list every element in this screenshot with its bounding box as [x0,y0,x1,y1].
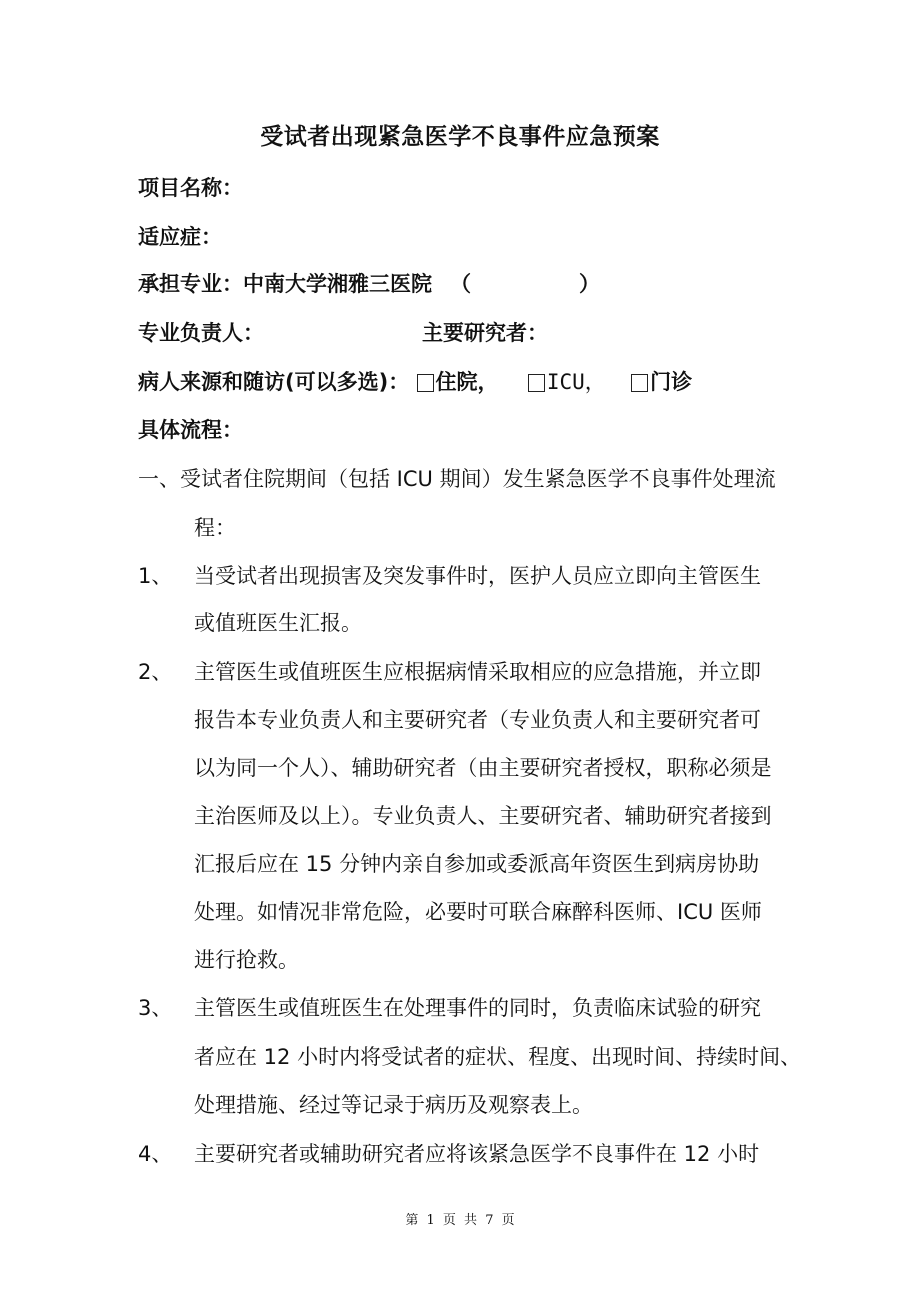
paren-close: ） [579,272,600,296]
specialty-label: 承担专业： [138,272,243,296]
item-3-line: 者应在 12 小时内将受试者的症状、程度、出现时间、持续时间、 [194,1045,802,1069]
indication-field [138,221,222,251]
item-1-number: 1、 [138,564,173,588]
item-2-line: 主管医生或值班医生应根据病情采取相应的应急措施，并立即 [194,660,761,684]
option-inpatient-label: 住院， [435,370,499,394]
indication-label: 适应症： [138,225,222,249]
specialty-field [138,268,600,298]
item-2-number: 2、 [138,660,173,684]
main-investigator-field [422,317,548,347]
option-icu-label: ICU， [546,370,606,394]
checkbox-outpatient[interactable] [631,374,648,392]
document-title: 受试者出现紧急医学不良事件应急预案 [260,124,660,150]
section1-heading-line2: 程： [194,516,236,540]
item-4-number: 4、 [138,1142,173,1166]
specialty-head-label: 专业负责人： [138,321,264,345]
checkbox-icu[interactable] [528,374,545,392]
checkbox-inpatient[interactable] [417,374,434,392]
item-3-number: 3、 [138,996,173,1020]
item-2-line: 进行抢救。 [194,948,299,972]
project-name-label: 项目名称： [138,176,243,200]
project-name-field [138,172,243,202]
patient-source-label: 病人来源和随访(可以多选)： [138,370,410,394]
item-2-line: 汇报后应在 15 分钟内亲自参加或委派高年资医生到病房协助 [194,852,760,876]
item-3-line: 处理措施、经过等记录于病历及观察表上。 [194,1093,593,1117]
section1-heading-line1: 一、受试者住院期间（包括 ICU 期间）发生紧急医学不良事件处理流 [138,467,776,491]
specialty-head-field [138,317,264,347]
item-1-line: 或值班医生汇报。 [194,611,362,635]
item-1-line: 当受试者出现损害及突发事件时，医护人员应立即向主管医生 [194,564,761,588]
procedure-heading [138,414,243,444]
item-4-line: 主要研究者或辅助研究者应将该紧急医学不良事件在 12 小时 [194,1142,760,1166]
item-2-line: 以为同一个人）、辅助研究者（由主要研究者授权，职称必须是 [194,756,772,780]
patient-source-field [138,366,692,396]
item-2-line: 主治医师及以上）。专业负责人、主要研究者、辅助研究者接到 [194,804,772,828]
main-investigator-label: 主要研究者： [422,321,548,345]
item-2-line: 报告本专业负责人和主要研究者（专业负责人和主要研究者可 [194,708,761,732]
specialty-value: 中南大学湘雅三医院 [243,272,432,296]
item-2-line: 处理。如情况非常危险，必要时可联合麻醉科医师、ICU 医师 [194,900,762,924]
page-footer: 第 1 页 共 7 页 [405,1213,515,1228]
option-outpatient-label: 门诊 [650,370,693,394]
paren-open: （ [450,272,471,296]
item-3-line: 主管医生或值班医生在处理事件的同时，负责临床试验的研究 [194,996,761,1020]
procedure-label: 具体流程： [138,418,243,442]
